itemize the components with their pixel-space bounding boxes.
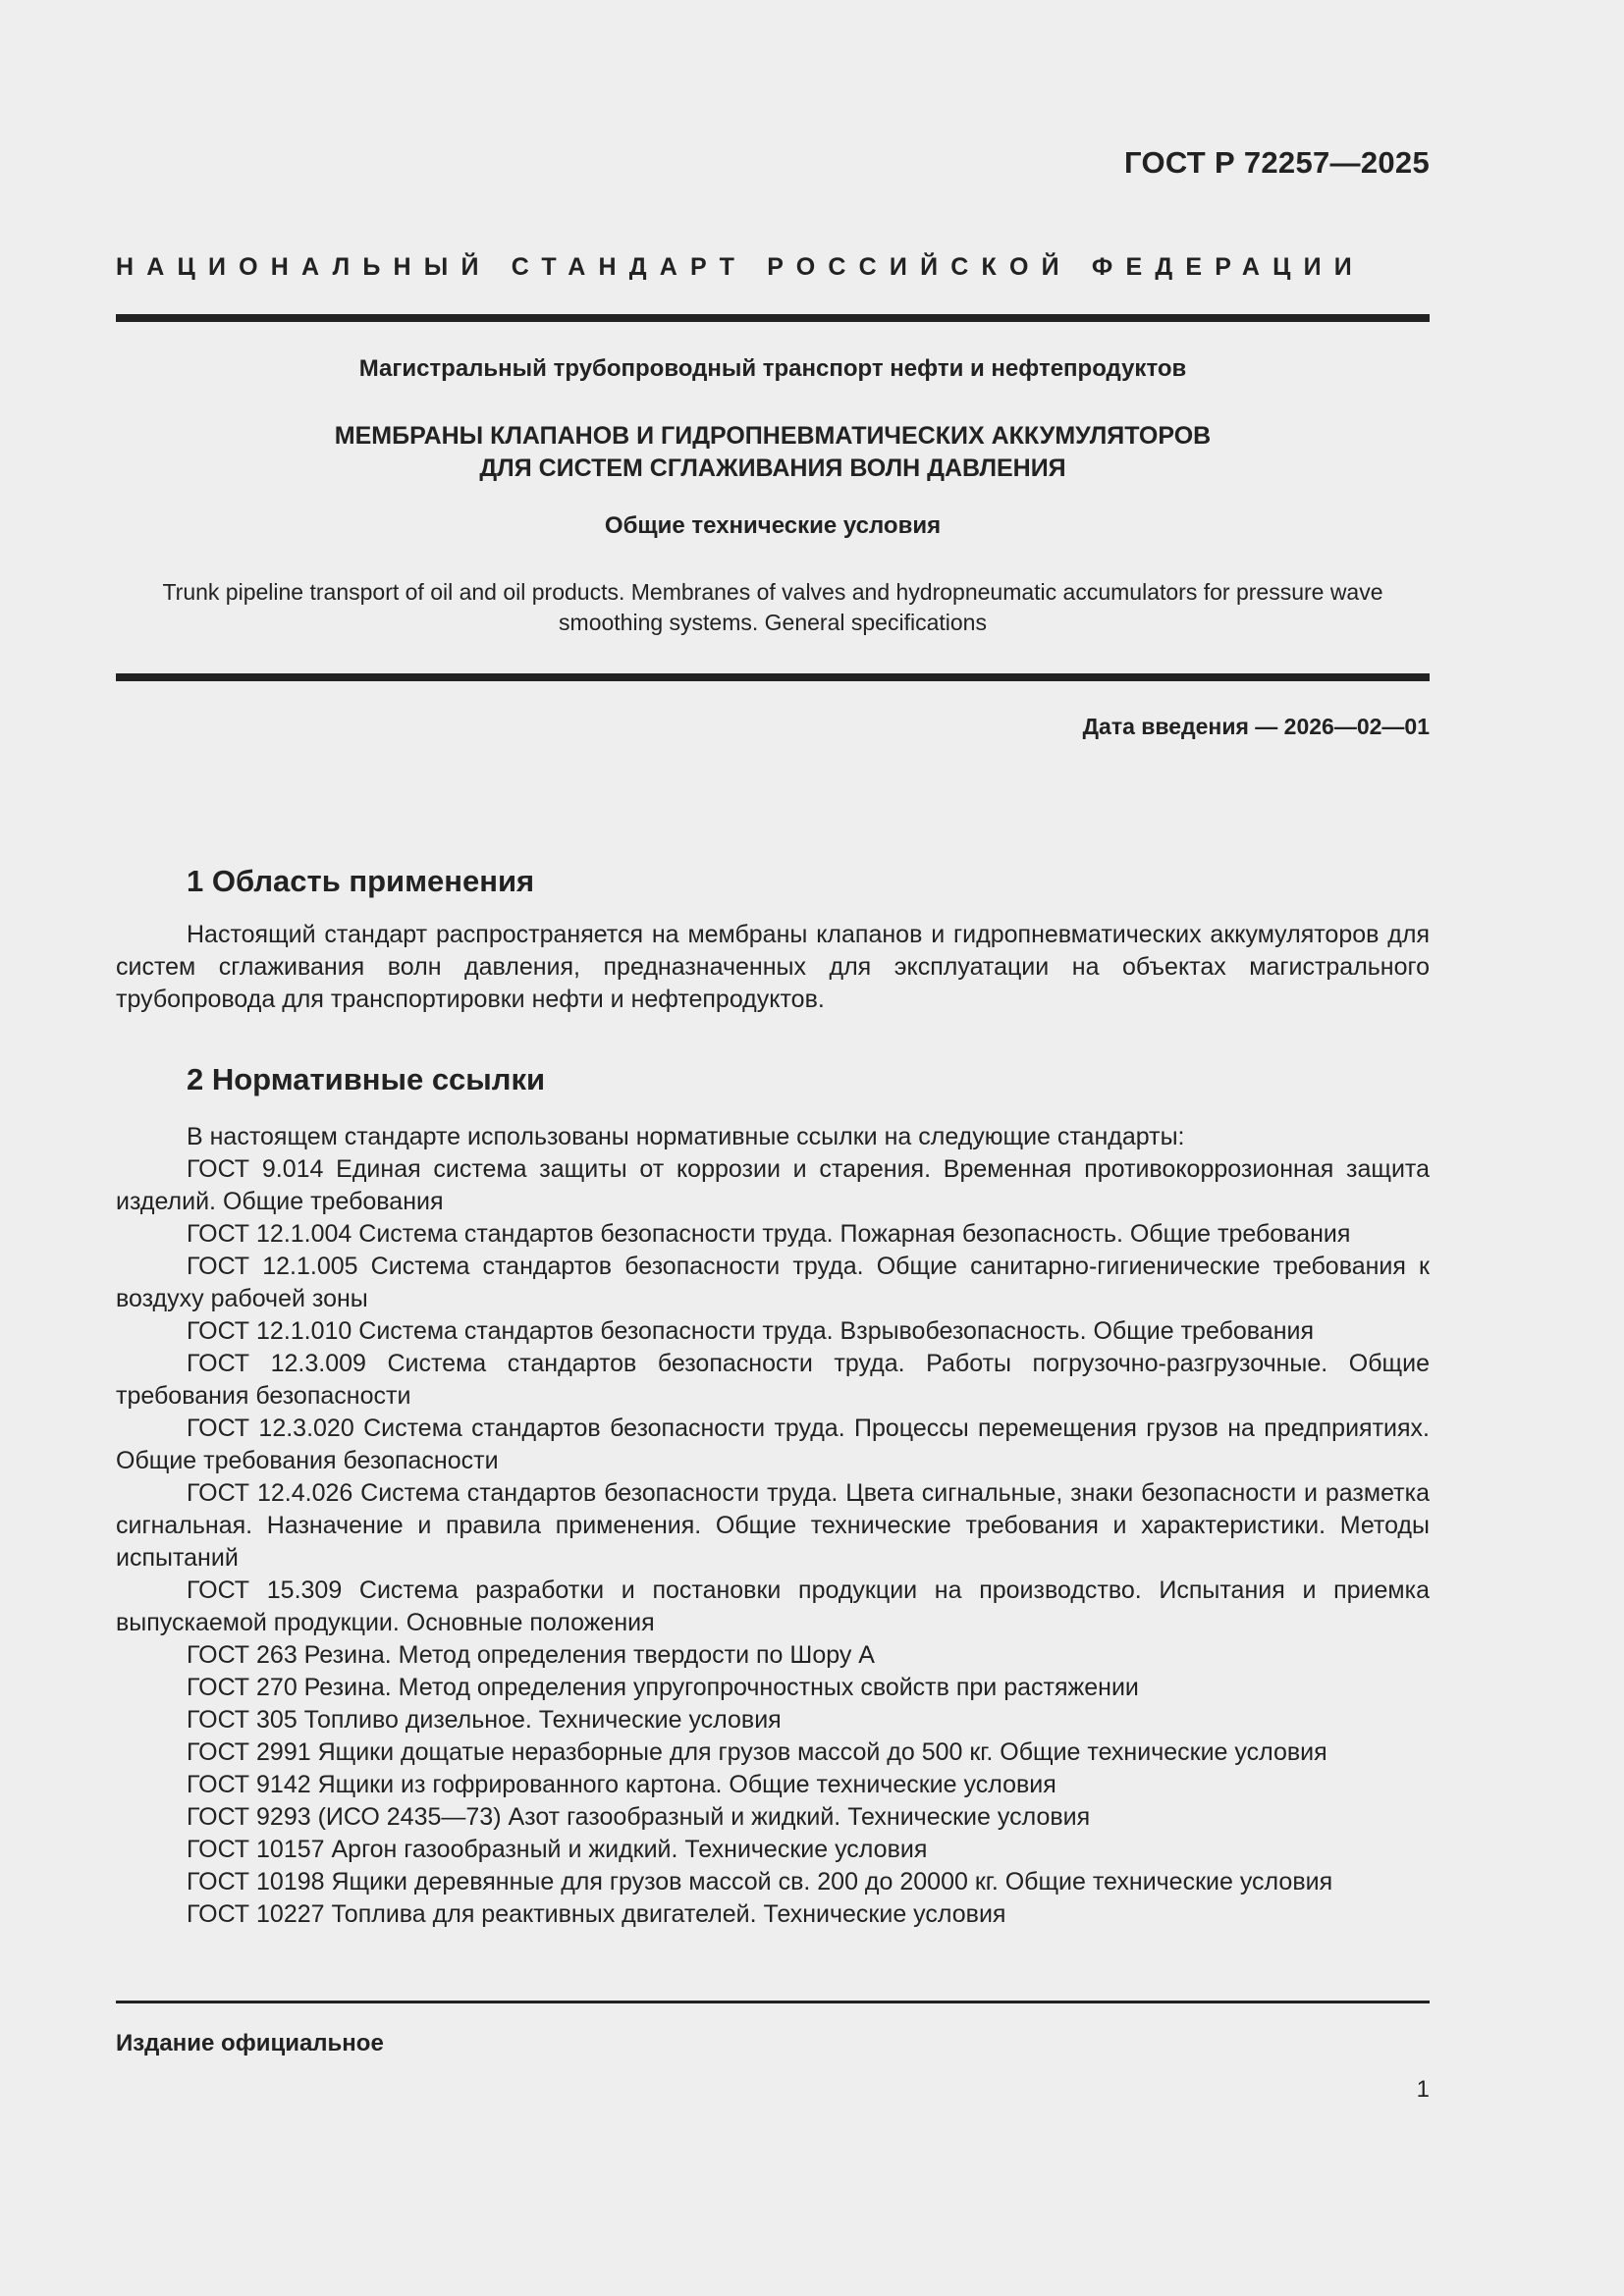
reference-item: ГОСТ 12.1.004 Система стандартов безопасности труда. Пожарная безопасность. Общие требования (187, 1220, 1351, 1248)
page-number: 1 (1416, 2076, 1430, 2103)
reference-item: ГОСТ 10157 Аргон газообразный и жидкий. Технические условия (187, 1836, 928, 1863)
reference-item: ГОСТ 2991 Ящики дощатые неразборные для грузов массой до 500 кг. Общие технические условия (187, 1738, 1327, 1766)
reference-item: ГОСТ 305 Топливо дизельное. Технические условия (187, 1706, 782, 1734)
reference-item: ГОСТ 10227 Топлива для реактивных двигателей. Технические условия (187, 1900, 1006, 1928)
document-spec-title: Общие технические условия (604, 512, 942, 539)
section-1-heading: 1 Область применения (187, 864, 535, 898)
document-title (116, 420, 1430, 485)
english-title: Trunk pipeline transport of oil and oil products. Membranes of valves and hydropneumatic accumulators for pressure wave smoothing systems. General specifications (162, 579, 1383, 635)
national-standard-line: НАЦИОНАЛЬНЫЙ СТАНДАРТ РОССИЙСКОЙ ФЕДЕРАЦИИ (116, 253, 1365, 281)
reference-item: ГОСТ 263 Резина. Метод определения твердости по Шору А (187, 1641, 875, 1669)
document-code: ГОСТ Р 72257—2025 (1124, 145, 1430, 180)
official-edition-label: Издание официальное (116, 2030, 384, 2056)
reference-item: ГОСТ 10198 Ящики деревянные для грузов массой св. 200 до 20000 кг. Общие технические условия (187, 1868, 1333, 1896)
references-list (116, 1121, 1430, 1931)
document-title-line-1: МЕМБРАНЫ КЛАПАНОВ И ГИДРОПНЕВМАТИЧЕСКИХ АККУМУЛЯТОРОВ (334, 422, 1212, 450)
reference-item: ГОСТ 12.3.009 Система стандартов безопасности труда. Работы погрузочно-разгрузочные. Общие требования безопасности (116, 1350, 1430, 1410)
reference-item: ГОСТ 12.3.020 Система стандартов безопасности труда. Процессы перемещения грузов на предприятиях. Общие требования безопасности (116, 1415, 1430, 1474)
reference-item: ГОСТ 15.309 Система разработки и постановки продукции на производство. Испытания и приемка выпускаемой продукции. Основные положения (116, 1576, 1430, 1636)
introduction-date: Дата введения — 2026—02—01 (1082, 714, 1430, 739)
reference-item: ГОСТ 9.014 Единая система защиты от коррозии и старения. Временная противокоррозионная защита изделий. Общие требования (116, 1155, 1430, 1215)
section-2-heading: 2 Нормативные ссылки (187, 1062, 546, 1096)
references-intro: В настоящем стандарте использованы нормативные ссылки на следующие стандарты: (187, 1123, 1185, 1150)
reference-item: ГОСТ 9293 (ИСО 2435—73) Азот газообразный и жидкий. Технические условия (187, 1803, 1091, 1831)
reference-item: ГОСТ 12.1.005 Система стандартов безопасности труда. Общие санитарно-гигиенические требования к воздуху рабочей зоны (116, 1253, 1430, 1312)
section-1-text: Настоящий стандарт распространяется на мембраны клапанов и гидропневматических аккумуляторов для систем сглаживания волн давления, предназначенных для эксплуатации на объектах магистрального трубопровода для транспортировки нефти и нефтепродуктов. (116, 921, 1430, 1013)
reference-item: ГОСТ 9142 Ящики из гофрированного картона. Общие технические условия (187, 1771, 1056, 1798)
title-bottom-rule (116, 673, 1430, 681)
document-title-line-2: ДЛЯ СИСТЕМ СГЛАЖИВАНИЯ ВОЛН ДАВЛЕНИЯ (479, 454, 1066, 482)
document-subtitle: Магистральный трубопроводный транспорт нефти и нефтепродуктов (358, 355, 1187, 382)
footer-rule (116, 2001, 1430, 2003)
reference-item: ГОСТ 270 Резина. Метод определения упругопрочностных свойств при растяжении (187, 1674, 1139, 1701)
reference-item: ГОСТ 12.1.010 Система стандартов безопасности труда. Взрывобезопасность. Общие требования (187, 1317, 1315, 1345)
top-rule (116, 314, 1430, 322)
reference-item: ГОСТ 12.4.026 Система стандартов безопасности труда. Цвета сигнальные, знаки безопасности и разметка сигнальная. Назначение и правила применения. Общие технические требования и характеристики. Методы испытаний (116, 1479, 1430, 1572)
